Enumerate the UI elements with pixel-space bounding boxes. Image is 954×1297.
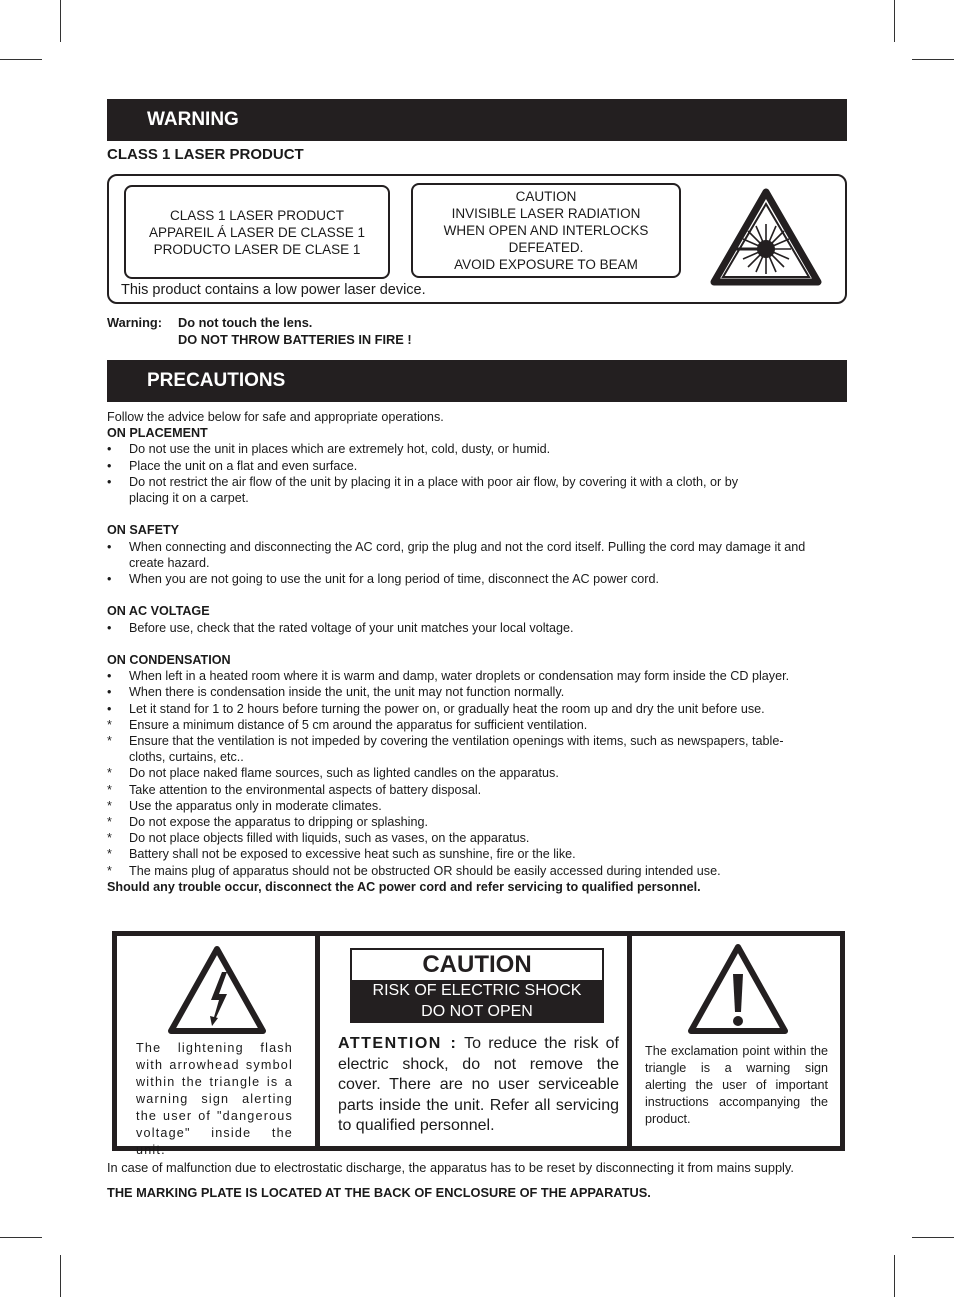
list-item: • Before use, check that the rated voltage of your unit matches your local voltage. — [107, 620, 574, 635]
label-line: INVISIBLE LASER RADIATION — [451, 206, 641, 221]
exclamation-warning-icon — [686, 942, 790, 1036]
low-power-note: This product contains a low power laser device. — [121, 282, 426, 298]
list-item: * Do not place naked flame sources, such as lighted candles on the apparatus. — [107, 766, 559, 781]
precautions-intro: Follow the advice below for safe and appropriate operations. — [107, 410, 444, 424]
crop-mark — [912, 59, 954, 60]
warning-heading: WARNING — [107, 99, 847, 141]
caution-center-cell — [320, 936, 627, 1146]
crop-mark — [894, 0, 895, 42]
attention-label: ATTENTION : — [338, 1035, 458, 1052]
label-line: PRODUCTO LASER DE CLASE 1 — [153, 241, 361, 257]
list-item: • When there is condensation inside the unit, the unit may not function normally. — [107, 685, 565, 700]
crop-mark — [912, 1237, 954, 1238]
section-title: ON SAFETY — [107, 523, 180, 538]
crop-mark — [0, 1237, 42, 1238]
list-item: * Ensure a minimum distance of 5 cm around the apparatus for sufficient ventilation. — [107, 717, 588, 732]
list-item: • When left in a heated room where it is warm and damp, water droplets or condensation may form inside the CD player. — [107, 669, 790, 684]
section-title: ON PLACEMENT — [107, 426, 208, 441]
label-line: WHEN OPEN AND INTERLOCKS — [443, 223, 649, 238]
precautions-heading: PRECAUTIONS — [107, 360, 847, 402]
crop-mark — [0, 59, 42, 60]
list-item: * The mains plug of apparatus should not be obstructed OR should be easily accessed during intended use. — [107, 863, 721, 878]
label-line: APPAREIL Á LASER DE CLASSE 1 — [148, 224, 366, 240]
list-item: • When connecting and disconnecting the AC cord, grip the plug and not the cord itself. Pulling the cord may damage it and create hazard. — [107, 539, 806, 570]
exclamation-cell — [632, 936, 845, 1146]
label-line: CLASS 1 LASER PRODUCT — [169, 207, 345, 223]
label-line: AVOID EXPOSURE TO BEAM — [454, 257, 638, 272]
list-item: * Battery shall not be exposed to excessive heat such as sunshine, fire or the like. — [107, 847, 576, 862]
warning-batteries: DO NOT THROW BATTERIES IN FIRE ! — [178, 332, 412, 347]
lightning-description: The lightening flash with arrowhead symbol within the triangle is a warning sign alerting the user of "dangerous voltage" inside the unit. — [136, 1041, 293, 1157]
attention-paragraph — [338, 1034, 619, 1137]
list-item: * Ensure that the ventilation is not impeded by covering the ventilation openings with items, such as newspapers, table-cloths, curtains, etc.. — [107, 734, 784, 765]
list-item: * Take attention to the environmental aspects of battery disposal. — [107, 782, 482, 797]
class1-label — [124, 185, 390, 279]
class1-subheading: CLASS 1 LASER PRODUCT — [107, 146, 304, 163]
caution-sub-line: DO NOT OPEN — [421, 1003, 533, 1020]
list-item: • When you are not going to use the unit for a long period of time, disconnect the AC power cord. — [107, 572, 659, 587]
lightning-cell — [117, 936, 315, 1157]
caution-sub-line: RISK OF ELECTRIC SHOCK — [372, 982, 582, 999]
label-line: DEFEATED. — [508, 240, 584, 255]
laser-label-panel — [107, 174, 847, 304]
list-item: * Do not expose the apparatus to dripping or splashing. — [107, 815, 428, 830]
lightning-warning-icon — [167, 944, 267, 1036]
list-item: • Let it stand for 1 to 2 hours before turning the power on, or gradually heat the room up and dry the unit before use. — [107, 701, 765, 716]
list-item: * Do not place objects filled with liquids, such as vases, on the apparatus. — [107, 831, 530, 846]
list-item: * Use the apparatus only in moderate climates. — [107, 798, 382, 813]
caution-subtitle — [352, 980, 602, 1021]
laser-radiation-icon — [708, 186, 824, 290]
section-title: ON CONDENSATION — [107, 653, 231, 667]
invisible-radiation-label — [411, 183, 681, 278]
crop-mark — [60, 0, 61, 42]
marking-plate-note: THE MARKING PLATE IS LOCATED AT THE BACK OF ENCLOSURE OF THE APPARATUS. — [107, 1185, 651, 1200]
exclamation-description: The exclamation point within the triangle is a warning sign alerting the user of important instructions accompanying the product. — [645, 1044, 828, 1126]
warning-lens: Do not touch the lens. — [178, 315, 313, 330]
precautions-body — [107, 409, 852, 895]
electric-shock-caution-panel — [112, 931, 845, 1157]
list-item: • Do not restrict the air flow of the unit by placing it in a place with poor air flow, by covering it with a cloth, or by placing it on a carpet. — [107, 474, 738, 506]
list-item: • Do not use the unit in places which are extremely hot, cold, dusty, or humid. — [107, 442, 551, 457]
caution-label — [350, 948, 604, 1023]
crop-mark — [60, 1255, 61, 1297]
crop-mark — [894, 1255, 895, 1297]
section-title: ON AC VOLTAGE — [107, 604, 210, 619]
esd-note: In case of malfunction due to electrostatic discharge, the apparatus has to be reset by disconnecting it from mains supply. — [107, 1160, 794, 1175]
list-item: • Place the unit on a flat and even surface. — [107, 458, 358, 473]
label-line: CAUTION — [515, 189, 577, 204]
attention-text: To reduce the risk of electric shock, do not remove the cover. There are no user serviceable parts inside the unit. Refer all servicing to qualified personnel. — [338, 1035, 619, 1134]
warning-label: Warning: — [107, 315, 162, 330]
caution-title: CAUTION — [422, 951, 532, 978]
trouble-note: Should any trouble occur, disconnect the AC power cord and refer servicing to qualified personnel. — [107, 879, 701, 894]
